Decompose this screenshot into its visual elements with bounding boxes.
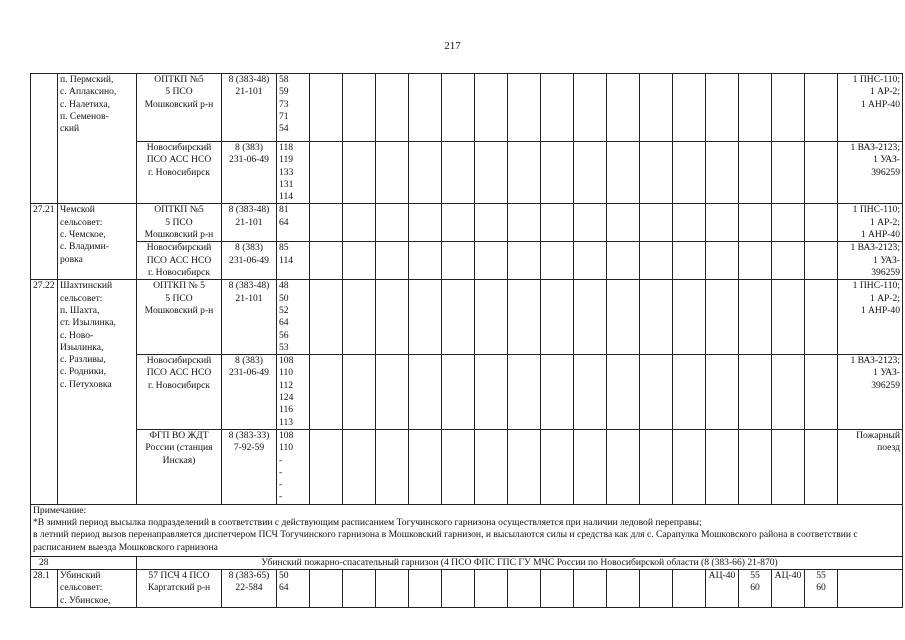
phone-cell: 8 (383-33) 7-92-59 [222,429,277,504]
empty-cell [805,355,838,430]
note-line-winter: *В зимний период высылка подразделений в соответствии с действующим расписанием Тогучинского гарнизона осуществляется при наличии ледовой переправы; [33,517,702,529]
empty-cell [673,429,706,504]
table-row [31,280,903,355]
empty-cell [475,74,508,142]
row-number [31,74,58,204]
empty-cell [739,355,772,430]
empty-cell [640,429,673,504]
empty-cell [442,429,475,504]
empty-cell [310,355,343,430]
empty-cell [706,429,739,504]
phone-cell: 8 (383-48) 21-101 [222,204,277,242]
empty-cell [640,355,673,430]
equipment-cell: 1 ВАЗ-2123; 1 УАЗ- 396259 [838,142,903,204]
empty-cell [442,74,475,142]
empty-cell [772,355,805,430]
empty-cell [508,74,541,142]
empty-cell [442,204,475,242]
empty-cell [805,142,838,204]
empty-cell [607,242,640,280]
vehicle-time-cell-2: 55 60 [805,570,838,608]
equipment-cell: 1 ПНС-110; 1 АР-2; 1 АНР-40 [838,280,903,355]
empty-cell [343,204,376,242]
fire-unit-cell: Новосибирский ПСО АСС НСО г. Новосибирск [137,355,222,430]
empty-cell [376,570,409,608]
empty-cell [706,280,739,355]
empty-cell [508,355,541,430]
empty-cell [409,570,442,608]
empty-cell [739,204,772,242]
empty-cell [343,142,376,204]
equipment-cell [838,570,903,608]
empty-cell [706,204,739,242]
empty-cell [508,280,541,355]
empty-cell [310,242,343,280]
garrison-title: Убинский пожарно-спасательный гарнизон (4 ПСО ФПС ГПС ГУ МЧС России по Новосибирской области (8 (383-66) 21-870) [137,556,903,569]
empty-cell [508,242,541,280]
empty-cell [409,280,442,355]
empty-cell [310,280,343,355]
empty-cell [475,570,508,608]
equipment-cell: 1 ВАЗ-2123; 1 УАЗ- 396259 [838,355,903,430]
empty-cell [409,142,442,204]
empty-cell [673,242,706,280]
empty-cell [607,570,640,608]
table-row [31,429,903,504]
empty-cell [409,74,442,142]
empty-cell [574,74,607,142]
arrival-time-cell: 118 119 133 131 114 [277,142,310,204]
arrival-time-cell: 50 64 [277,570,310,608]
empty-cell [442,242,475,280]
arrival-time-cell: 81 64 [277,204,310,242]
row-number: 28.1 [31,570,58,608]
empty-cell [376,142,409,204]
garrison-number: 28 [31,556,137,569]
table-row [31,142,903,204]
empty-cell [574,142,607,204]
note-row [31,504,903,556]
empty-cell [805,74,838,142]
empty-cell [739,242,772,280]
phone-cell: 8 (383) 231-06-49 [222,355,277,430]
empty-cell [673,204,706,242]
settlement-cell: Убинский сельсовет: с. Убинское, [58,570,137,608]
empty-cell [310,74,343,142]
empty-cell [673,355,706,430]
settlement-cell: Чемской сельсовет: с. Чемское, с. Владими- ровка [58,204,137,280]
empty-cell [640,242,673,280]
empty-cell [508,204,541,242]
fire-unit-cell: ОПТКП №5 5 ПСО Мошковский р-н [137,74,222,142]
empty-cell [673,280,706,355]
empty-cell [409,204,442,242]
empty-cell [739,142,772,204]
empty-cell [739,429,772,504]
empty-cell [376,280,409,355]
empty-cell [640,280,673,355]
empty-cell [673,142,706,204]
empty-cell [541,204,574,242]
empty-cell [541,355,574,430]
arrival-time-cell: 85 114 [277,242,310,280]
empty-cell [607,142,640,204]
phone-cell: 8 (383-48) 21-101 [222,280,277,355]
empty-cell [376,429,409,504]
empty-cell [805,204,838,242]
equipment-cell: Пожарный поезд [838,429,903,504]
empty-cell [805,280,838,355]
dispatch-schedule-table [30,73,903,608]
equipment-cell: 1 ПНС-110; 1 АР-2; 1 АНР-40 [838,204,903,242]
empty-cell [772,280,805,355]
empty-cell [343,280,376,355]
empty-cell [475,429,508,504]
empty-cell [442,280,475,355]
arrival-time-cell: 108 110 112 124 116 113 [277,355,310,430]
empty-cell [640,74,673,142]
empty-cell [475,355,508,430]
vehicle-type-cell: АЦ-40 [706,570,739,608]
fire-unit-cell: 57 ПСЧ 4 ПСО Каргатский р-н [137,570,222,608]
fire-unit-cell: Новосибирский ПСО АСС НСО г. Новосибирск [137,242,222,280]
empty-cell [376,242,409,280]
settlement-cell: Шахтинский сельсовет: п. Шахта, ст. Изылинка, с. Ново- Изылинка, с. Разливы, с. Родники, с. Петуховка [58,280,137,504]
empty-cell [805,242,838,280]
empty-cell [607,280,640,355]
equipment-cell: 1 ВАЗ-2123; 1 УАЗ- 396259 [838,242,903,280]
empty-cell [310,142,343,204]
page-number: 217 [444,40,461,52]
phone-cell: 8 (383) 231-06-49 [222,142,277,204]
row-number: 27.22 [31,280,58,504]
empty-cell [376,74,409,142]
empty-cell [541,280,574,355]
fire-unit-cell: ОПТКП № 5 5 ПСО Мошковский р-н [137,280,222,355]
empty-cell [343,74,376,142]
arrival-time-cell: 48 50 52 64 56 53 [277,280,310,355]
empty-cell [343,429,376,504]
table-row [31,570,903,608]
empty-cell [310,429,343,504]
empty-cell [673,570,706,608]
empty-cell [640,570,673,608]
empty-cell [607,74,640,142]
empty-cell [376,204,409,242]
empty-cell [574,429,607,504]
empty-cell [475,142,508,204]
empty-cell [772,142,805,204]
note-line-summer: в летний период вызов перенаправляется диспетчером ПСЧ Тогучинского гарнизона в Мошковский гарнизон, и высылаются силы и средства как для с. Сарапулка Мошковского района в соответствии с расписанием выезда Мошковского гарнизона [33,529,858,553]
empty-cell [409,242,442,280]
empty-cell [574,355,607,430]
table-row [31,355,903,430]
empty-cell [310,204,343,242]
vehicle-type-cell-2: АЦ-40 [772,570,805,608]
empty-cell [607,429,640,504]
table-row [31,74,903,142]
empty-cell [772,242,805,280]
empty-cell [640,142,673,204]
empty-cell [541,570,574,608]
note-cell [31,504,903,556]
vehicle-time-cell: 55 60 [739,570,772,608]
empty-cell [772,429,805,504]
empty-cell [706,142,739,204]
phone-cell: 8 (383-65) 22-584 [222,570,277,608]
empty-cell [508,570,541,608]
empty-cell [376,355,409,430]
phone-cell: 8 (383) 231-06-49 [222,242,277,280]
empty-cell [343,570,376,608]
fire-unit-cell: ФГП ВО ЖДТ России (станция Инская) [137,429,222,504]
empty-cell [541,242,574,280]
empty-cell [541,429,574,504]
empty-cell [706,242,739,280]
empty-cell [772,74,805,142]
row-number: 27.21 [31,204,58,280]
empty-cell [640,204,673,242]
empty-cell [574,204,607,242]
empty-cell [508,142,541,204]
empty-cell [574,242,607,280]
empty-cell [739,280,772,355]
settlement-cell: п. Пермский, с. Аплаксино, с. Налетиха, п. Семенов- ский [58,74,137,204]
empty-cell [409,355,442,430]
empty-cell [541,74,574,142]
table-row [31,242,903,280]
empty-cell [475,242,508,280]
empty-cell [673,74,706,142]
empty-cell [343,242,376,280]
empty-cell [574,280,607,355]
empty-cell [574,570,607,608]
empty-cell [475,204,508,242]
equipment-cell: 1 ПНС-110; 1 АР-2; 1 АНР-40 [838,74,903,142]
garrison-header-row [31,556,903,569]
empty-cell [706,74,739,142]
phone-cell: 8 (383-48) 21-101 [222,74,277,142]
empty-cell [310,570,343,608]
empty-cell [739,74,772,142]
empty-cell [541,142,574,204]
empty-cell [706,355,739,430]
empty-cell [343,355,376,430]
empty-cell [475,280,508,355]
arrival-time-cell: 58 59 73 71 54 [277,74,310,142]
empty-cell [772,204,805,242]
empty-cell [442,570,475,608]
note-title: Примечание: [33,504,87,516]
empty-cell [607,355,640,430]
arrival-time-cell: 108 110 - - - - [277,429,310,504]
empty-cell [508,429,541,504]
empty-cell [442,142,475,204]
empty-cell [442,355,475,430]
fire-unit-cell: Новосибирский ПСО АСС НСО г. Новосибирск [137,142,222,204]
fire-unit-cell: ОПТКП №5 5 ПСО Мошковский р-н [137,204,222,242]
empty-cell [409,429,442,504]
empty-cell [805,429,838,504]
empty-cell [607,204,640,242]
table-row [31,204,903,242]
